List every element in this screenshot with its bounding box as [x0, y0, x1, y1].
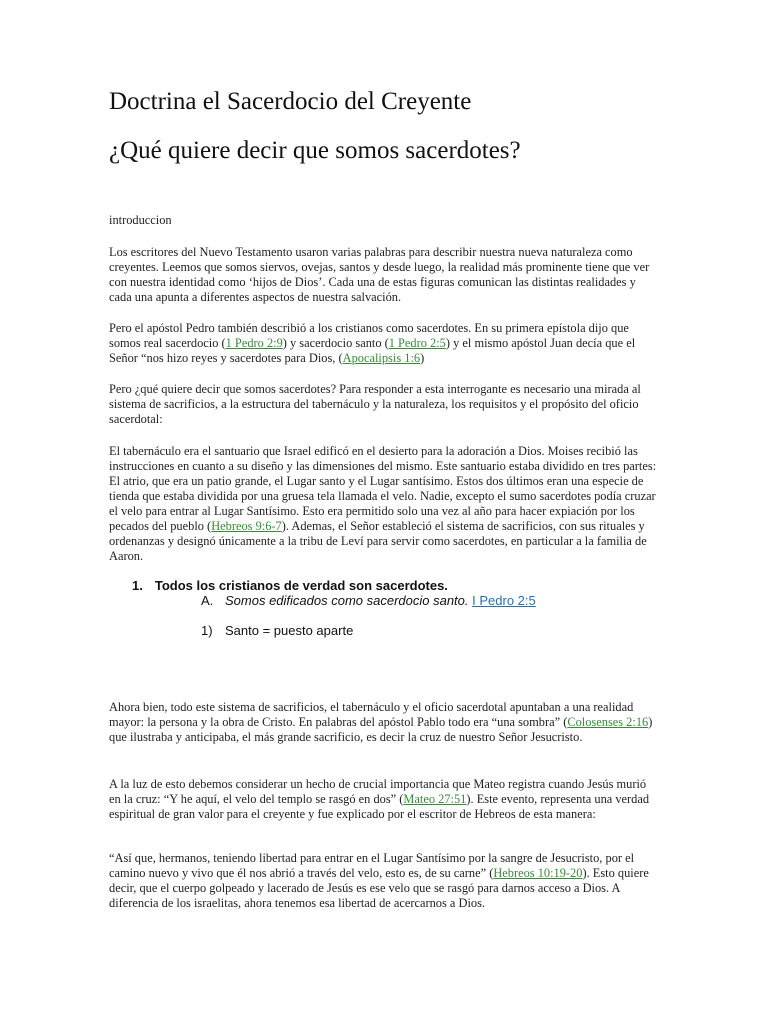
intro-heading: introduccion [109, 213, 172, 227]
paragraph-5 [109, 700, 659, 745]
ref-colosenses-2-16[interactable]: Colosenses 2:16 [567, 715, 649, 729]
outline-item-1 [132, 578, 448, 593]
paragraph-1: Los escritores del Nuevo Testamento usaron varias palabras para describir nuestra nueva naturaleza como creyentes. Leemos que somos siervos, ovejas, santos y desde luego, la realidad más prominente tiene que ver con nuestra identidad como ‘hijos de Dios’. Cada una de estas figuras comunican las distintas realidades y cada una apunta a diferentes aspectos de nuestra salvación. [109, 245, 650, 304]
page-subtitle: ¿Qué quiere decir que somos sacerdotes? [109, 137, 521, 164]
outline-item-1-label: 1. [132, 578, 143, 593]
p6-text-1: A la luz de esto debemos considerar un hecho de crucial importancia que Mateo registra cuando Jesús murió en la cruz: “Y he aquí, el velo del templo se rasgó en dos” ( [109, 777, 650, 806]
p2-text-3: ) y el mismo apóstol Juan decía que el Señor “nos hizo reyes y sacerdotes para Dios, ( [109, 336, 639, 365]
p5-text-1: Ahora bien, todo este sistema de sacrificios, el tabernáculo y el oficio sacerdotal apuntaban a una realidad mayor: la persona y la obra de Cristo. En palabras del apóstol Pablo todo era “una sombra” ( [109, 700, 637, 729]
ref-mateo-27-51[interactable]: Mateo 27:51 [403, 792, 467, 806]
outline-sub-label: 1) [201, 623, 213, 638]
outline-item-1-text: Todos los cristianos de verdad son sacerdotes. [154, 578, 448, 593]
p2-text-4: ) [420, 351, 425, 365]
p2-text-2: ) y sacerdocio santo ( [282, 336, 389, 350]
p6-text-2: ). Este evento, representa una verdad espiritual de gran valor para el creyente y fue explicado por el escritor de Hebreos de esta manera: [109, 792, 653, 821]
ref-1-pedro-2-9[interactable]: 1 Pedro 2:9 [225, 336, 283, 350]
p2-text-1: Pero el apóstol Pedro también describió a los cristianos como sacerdotes. En su primera epístola dijo que somos real sacerdocio ( [109, 321, 633, 350]
page-title: Doctrina el Sacerdocio del Creyente [109, 88, 472, 115]
outline-item-1-sub [201, 623, 353, 638]
paragraph-3: Pero ¿qué quiere decir que somos sacerdotes? Para responder a esta interrogante es necesario una mirada al sistema de sacrificios, a la estructura del tabernáculo y la naturaleza, los requisitos y el propósito del oficio sacerdotal: [109, 382, 641, 426]
ref-i-pedro-2-5[interactable]: I Pedro 2:5 [472, 593, 536, 608]
p4-text-2: ). Ademas, el Señor estableció el sistema de sacrificios, con sus rituales y ordenanzas y designó únicamente a la tribu de Leví para servir como sacerdotes, en particular a la familia de Aaron. [109, 519, 650, 563]
p4-text-1: El tabernáculo era el santuario que Israel edificó en el desierto para la adoración a Dios. Moises recibió las instrucciones en cuanto a su diseño y las dimensiones del mismo. Este santuario estaba dividido en tres partes: El atrio, que era un patio grande, el Lugar santo y el Lugar santísimo. Estos dos últimos eran una especie de tienda que estaba dividida por una gruesa tela llamada el velo. Nadie, excepto el sumo sacerdotes podía cruzar el velo para entrar al Lugar Santísimo. Esto era permitido solo una vez al año para hacer expiación por los pecados del pueblo ( [109, 444, 660, 533]
paragraph-4 [109, 444, 659, 564]
ref-apocalipsis-1-6[interactable]: Apocalipsis 1:6 [342, 351, 421, 365]
ref-hebreos-9-6-7[interactable]: Hebreos 9:6-7 [211, 519, 282, 533]
paragraph-2 [109, 321, 659, 366]
outline-sub-text: Santo = puesto aparte [225, 623, 354, 638]
p7-text-1: “Así que, hermanos, teniendo libertad para entrar en el Lugar Santísimo por la sangre de Jesucristo, por el camino nuevo y vivo que él nos abrió a través del velo, esto es, de su carne” ( [109, 851, 638, 880]
p5-text-2: ) que ilustraba y anticipaba, el más grande sacrificio, es decir la cruz de nuestro Señor Jesucristo. [109, 715, 656, 744]
paragraph-6 [109, 777, 659, 822]
p7-text-2: ). Esto quiere decir, que el cuerpo golpeado y lacerado de Jesús es ese velo que se rasgó para darnos acceso a Dios. A diferencia de los israelitas, ahora tenemos esa libertad de acercarnos a Dios. [109, 866, 652, 910]
ref-1-pedro-2-5[interactable]: 1 Pedro 2:5 [388, 336, 446, 350]
outline-item-a-label: A. [201, 593, 214, 608]
outline-item-a [201, 593, 536, 608]
paragraph-7 [109, 851, 659, 911]
outline-item-a-text: Somos edificados como sacerdocio santo. [225, 593, 469, 608]
ref-hebreos-10-19-20[interactable]: Hebreos 10:19-20 [493, 866, 583, 880]
